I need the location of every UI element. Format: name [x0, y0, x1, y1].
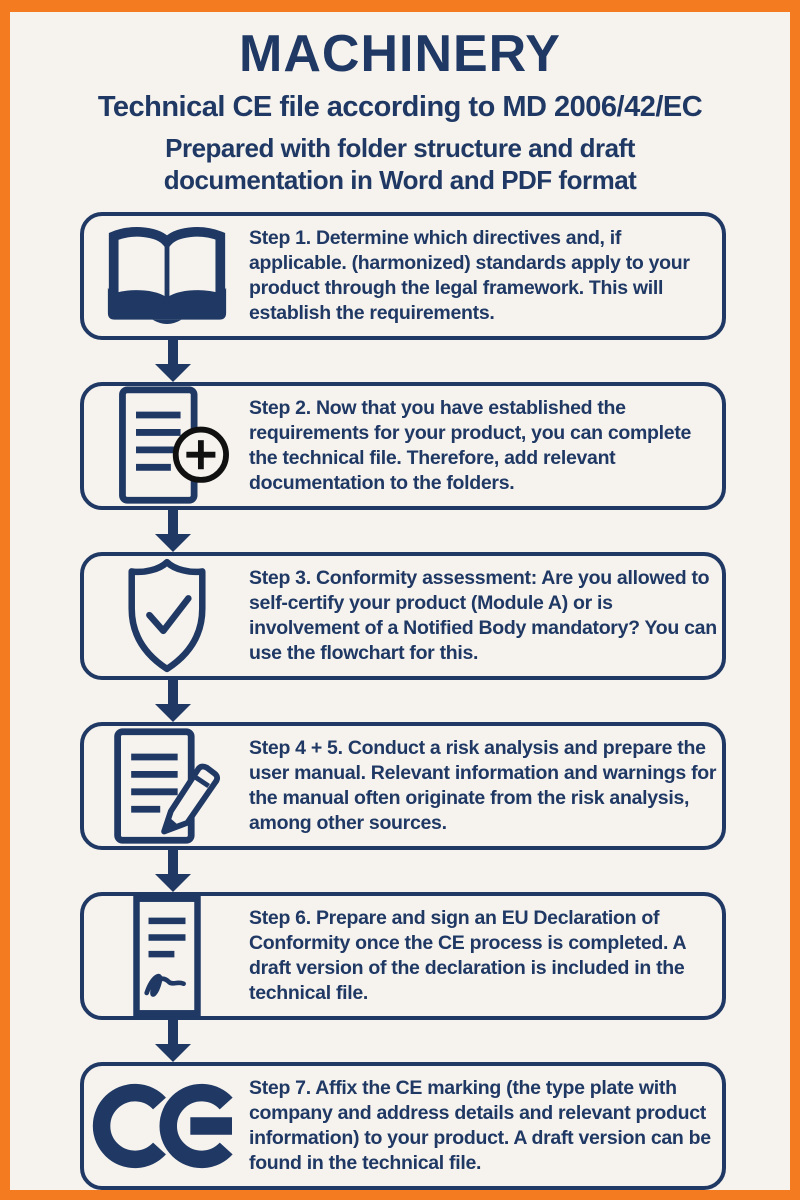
step-6-text: Step 6. Prepare and sign an EU Declaration of Conformity once the CE process is completed. A draft version of the declaration is included in the technical file.: [249, 907, 686, 1005]
page-title: MACHINERY: [239, 25, 561, 83]
step-box-1: [80, 212, 726, 340]
step-3-text: Step 3. Conformity assessment: Are you allowed to self-certify your product (Module A) or is involvement of a Notified Body mandatory? You can use the flowchart for this.: [249, 567, 717, 665]
ce-marking-icon: [84, 1078, 249, 1174]
step-2-text: Step 2. Now that you have established the requirements for your product, you can complete the technical file. Therefore, add relevant documentation to the folders.: [249, 397, 692, 495]
page-subtitle: Technical CE file according to MD 2006/42/EC: [97, 91, 703, 124]
shield-check-icon-svg: [115, 556, 219, 676]
poster-header: [10, 26, 790, 196]
document-signature-icon: [84, 895, 249, 1017]
document-zoom-plus-icon-svg: [103, 385, 231, 507]
down-arrow-icon: [80, 680, 726, 722]
step-box-2: [80, 382, 726, 510]
ce-marking-icon-svg: [92, 1078, 242, 1174]
down-arrow-icon: [80, 340, 726, 382]
step-7-text: Step 7. Affix the CE marking (the type plate with company and address details and relevant product information) to your product. A draft version can be found in the technical file.: [249, 1077, 711, 1175]
shield-check-icon: [84, 556, 249, 676]
down-arrow-icon: [80, 1020, 726, 1062]
step-box-7: [80, 1062, 726, 1190]
page-tagline: [10, 132, 790, 196]
document-pencil-icon-svg: [104, 725, 230, 847]
step-box-4-5: [80, 722, 726, 850]
document-signature-icon-svg: [129, 895, 205, 1017]
document-pencil-icon: [84, 725, 249, 847]
step-box-6: [80, 892, 726, 1020]
down-arrow-icon: [80, 850, 726, 892]
steps-flowchart: [10, 212, 790, 1190]
step-1-text: Step 1. Determine which directives and, if applicable. (harmonized) standards apply to your product through the legal framework. This will establish the requirements.: [249, 227, 690, 325]
open-book-icon: [84, 225, 249, 327]
down-arrow-icon: [80, 510, 726, 552]
document-zoom-plus-icon: [84, 385, 249, 507]
step-box-3: [80, 552, 726, 680]
open-book-icon-svg: [104, 225, 230, 327]
tagline-line-1: Prepared with folder structure and draft: [165, 133, 635, 164]
tagline-line-2: documentation in Word and PDF format: [163, 165, 637, 196]
step-4-5-text: Step 4 + 5. Conduct a risk analysis and prepare the user manual. Relevant information and warnings for the manual often originate from the risk analysis, among other sources.: [249, 737, 717, 835]
